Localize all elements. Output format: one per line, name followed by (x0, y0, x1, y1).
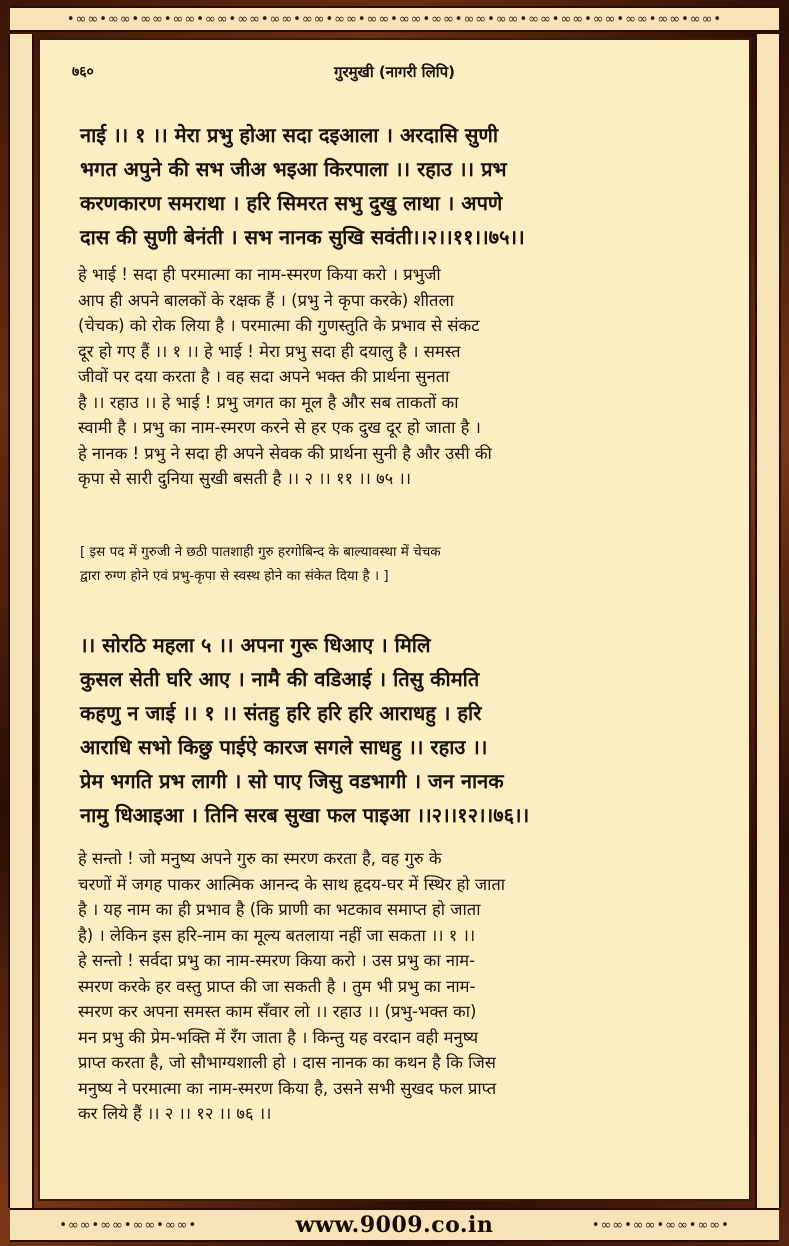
meaning-line: है) । लेकिन इस हरि-नाम का मूल्य बतलाया नहीं जा सकता ।। १ ।। (78, 925, 476, 945)
verse-line: करणकारण समराथा । हरि सिमरत सभु दुखु लाथा । अपणे (80, 191, 503, 215)
top-ornamental-border: •∞∞•∞∞•∞∞•∞∞•∞∞•∞∞•∞∞•∞∞•∞∞•∞∞•∞∞•∞∞•∞∞•∞∞•∞∞•∞∞•∞∞•∞∞•∞∞•∞∞• (10, 6, 779, 32)
verse-block-2 (80, 628, 720, 832)
scripture-page (38, 38, 751, 1201)
meaning-line: कृपा से सारी दुनिया सुखी बसती है ।। २ ।। ११ ।। ७५ ।। (78, 469, 412, 488)
page-header (70, 62, 719, 86)
page-number: ७६० (72, 64, 94, 80)
meaning-line: हे सन्तो ! जो मनुष्य अपने गुरु का स्मरण करता है, वह गुरु के (78, 849, 442, 868)
verse-line: दास की सुणी बेनंती । सभ नानक सुखि सवंती।।२।।११।।७५।। (80, 225, 525, 249)
meaning-line: स्वामी है । प्रभु का नाम-स्मरण करने से हर एक दुख दूर हो जाता है । (78, 418, 481, 437)
meaning-block-1 (78, 262, 723, 492)
verse-block-1 (80, 118, 720, 254)
meaning-line: मनुष्य ने परमात्मा का नाम-स्मरण किया है, उसने सभी सुखद फल प्राप्त (78, 1078, 497, 1098)
verse-line: प्रेम भगति प्रभ लागी । सो पाए जिसु वडभागी । जन नानक (80, 769, 504, 793)
meaning-line: आप ही अपने बालकों के रक्षक हैं । (प्रभु ने कृपा करके) शीतला (78, 290, 454, 310)
verse-line: कहणु न जाई ।। १ ।। संतहु हरि हरि हरि आराधहु । हरि (80, 701, 482, 725)
verse-line: ।। सोरठि महला ५ ।। अपना गुरू धिआए । मिलि (80, 633, 431, 657)
meaning-line: हे सन्तो ! सर्वदा प्रभु का नाम-स्मरण किया करो । उस प्रभु का नाम- (78, 951, 476, 970)
meaning-line: स्मरण करके हर वस्तु प्राप्त की जा सकती है । तुम भी प्रभु का नाम- (78, 976, 476, 996)
meaning-block-2 (78, 846, 723, 1127)
website-link[interactable]: www.9009.co.in (295, 1212, 494, 1238)
left-ornamental-border (8, 34, 34, 1208)
verse-line: भगत अपुने की सभ जीअ भइआ किरपाला ।। रहाउ ।। प्रभ (80, 157, 507, 181)
right-ornamental-border (755, 34, 781, 1208)
note-line: द्वारा रुग्ण होने एवं प्रभु-कृपा से स्वस्थ होने का संकेत दिया है । ] (80, 568, 389, 584)
meaning-line: है । यह नाम का ही प्रभाव है (कि प्राणी का भटकाव समाप्त हो जाता (78, 900, 481, 919)
page-title: गुरमुखी (नागरी लिपि) (334, 63, 455, 81)
verse-line: कुसल सेती घरि आए । नामै की वडिआई । तिसु कीमति (80, 667, 480, 691)
meaning-line: हे नानक ! प्रभु ने सदा ही अपने सेवक की प्रार्थना सुनी है और उसी की (78, 443, 492, 463)
meaning-line: कर लिये हैं ।। २ ।। १२ ।। ७६ ।। (78, 1104, 272, 1123)
note-line: [ इस पद में गुरुजी ने छठी पातशाही गुरु हरगोबिन्द के बाल्यावस्था में चेचक (80, 544, 441, 560)
bottom-ornamental-border: •∞∞•∞∞•∞∞•∞∞• www.9009.co.in •∞∞•∞∞•∞∞•∞∞• (10, 1208, 779, 1242)
meaning-line: मन प्रभु की प्रेम-भक्ति में रँग जाता है । किन्तु यह वरदान वही मनुष्य (78, 1027, 479, 1047)
meaning-line: स्मरण कर अपना समस्त काम सँवार लो ।। रहाउ ।। (प्रभु-भक्त का) (78, 1002, 477, 1021)
meaning-line: जीवों पर दया करता है । वह सदा अपने भक्त की प्रार्थना सुनता (78, 367, 450, 386)
verse-line: नाई ।। १ ।। मेरा प्रभु होआ सदा दइआला । अरदासि सुणी (80, 123, 499, 147)
editor-note (80, 540, 720, 588)
verse-line: आराधि सभो किछु पाईऐ कारज सगले साधहु ।। रहाउ ।। (80, 735, 488, 759)
meaning-line: चरणों में जगह पाकर आत्मिक आनन्द के साथ हृदय-घर में स्थिर हो जाता (78, 874, 506, 894)
meaning-line: हे भाई ! सदा ही परमात्मा का नाम-स्मरण किया करो । प्रभुजी (78, 265, 441, 284)
verse-line: नामु धिआइआ । तिनि सरब सुखा फल पाइआ ।।२।।१२।।७६।। (80, 803, 530, 827)
meaning-line: (चेचक) को रोक लिया है । परमात्मा की गुणस्तुति के प्रभाव से संकट (78, 316, 480, 335)
meaning-line: प्राप्त करता है, जो सौभाग्यशाली हो । दास नानक का कथन है कि जिस (78, 1053, 496, 1072)
meaning-line: है ।। रहाउ ।। हे भाई ! प्रभु जगत का मूल है और सब ताकतों का (78, 392, 459, 412)
meaning-line: दूर हो गए हैं ।। १ ।। हे भाई ! मेरा प्रभु सदा ही दयालु है । समस्त (78, 341, 461, 361)
